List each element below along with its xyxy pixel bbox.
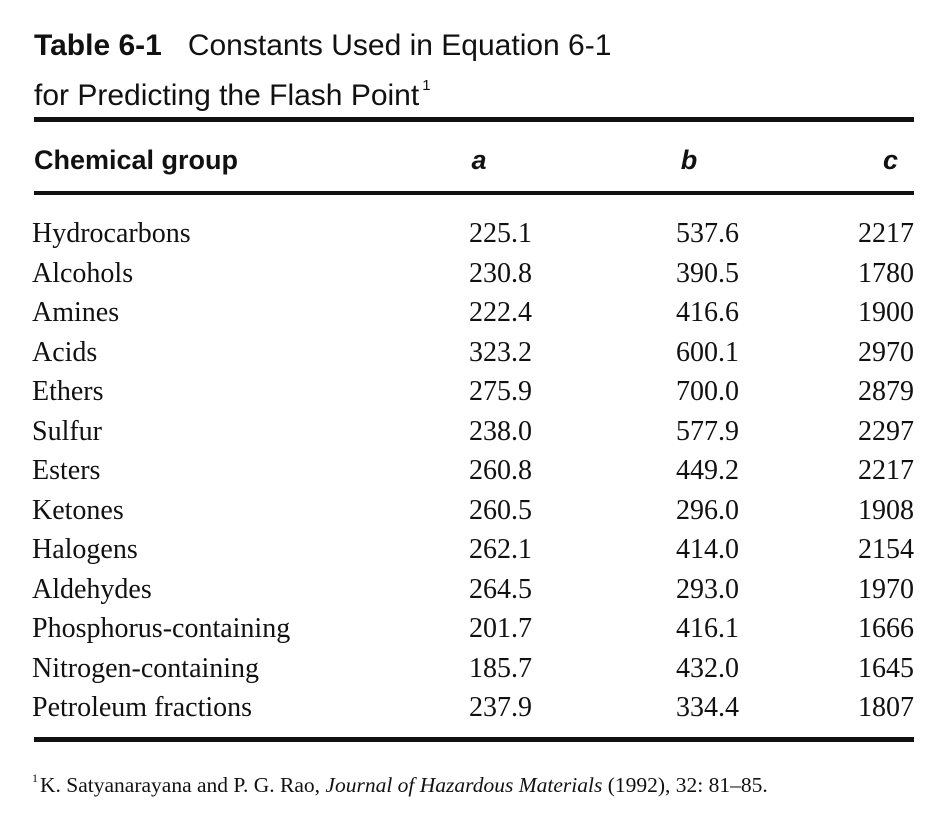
- title-text-line-1: Constants Used in Equation 6-1: [187, 29, 612, 62]
- cell-b: 416.6: [676, 297, 739, 328]
- footnote-citation: (1992), 32: 81–85.: [602, 773, 768, 797]
- column-header-c: c: [882, 145, 898, 175]
- cell-chemical-group: Nitrogen-containing: [32, 652, 260, 684]
- table-header-row: [34, 140, 914, 180]
- footnote-authors: K. Satyanarayana and P. G. Rao,: [40, 773, 326, 797]
- cell-chemical-group: Amines: [32, 297, 120, 328]
- cell-b: 600.1: [676, 336, 739, 368]
- cell-chemical-group: Sulfur: [32, 415, 102, 447]
- table-row: [32, 412, 914, 452]
- table-row: [32, 570, 914, 610]
- table-top-rule: [34, 117, 914, 122]
- cell-a: 230.8: [469, 257, 532, 289]
- table-row: [32, 451, 914, 491]
- cell-c: 1780: [858, 257, 914, 289]
- cell-a: 260.5: [469, 494, 532, 526]
- cell-chemical-group: Ethers: [32, 376, 104, 407]
- footnote: [32, 758, 922, 805]
- cell-chemical-group: Acids: [32, 336, 98, 368]
- cell-c: 1970: [858, 573, 914, 605]
- cell-chemical-group: Ketones: [32, 494, 124, 526]
- table-row: [32, 530, 914, 570]
- table-row: [32, 609, 914, 649]
- cell-a: 275.9: [469, 376, 532, 407]
- table-row: [32, 214, 914, 254]
- cell-c: 2879: [858, 376, 914, 407]
- table-row: [32, 333, 914, 373]
- cell-b: 334.4: [676, 692, 739, 723]
- cell-c: 1666: [858, 613, 914, 644]
- footnote-mark: 1: [32, 771, 38, 785]
- title-footnote-ref: 1: [422, 77, 431, 94]
- cell-a: 262.1: [469, 534, 532, 565]
- column-header-chemical-group: Chemical group: [34, 145, 239, 175]
- cell-chemical-group: Aldehydes: [32, 573, 152, 605]
- cell-b: 296.0: [676, 494, 739, 526]
- table-bottom-rule: [34, 737, 914, 742]
- cell-a: 222.4: [469, 297, 532, 328]
- cell-b: 414.0: [676, 534, 739, 565]
- title-text-line-2: for Predicting the Flash Point: [34, 79, 420, 112]
- cell-b: 449.2: [676, 455, 739, 486]
- cell-chemical-group: Esters: [32, 455, 101, 486]
- table-row: [32, 491, 914, 531]
- column-header-b: b: [680, 145, 698, 175]
- cell-a: 238.0: [469, 415, 532, 447]
- cell-b: 537.6: [676, 218, 739, 249]
- cell-b: 293.0: [676, 573, 739, 605]
- table-row: [32, 372, 914, 412]
- title-line-1: [34, 26, 914, 66]
- cell-a: 225.1: [469, 218, 532, 249]
- cell-a: 323.2: [469, 336, 532, 368]
- cell-c: 2970: [858, 336, 914, 368]
- cell-a: 264.5: [469, 573, 532, 605]
- cell-c: 1807: [858, 692, 914, 723]
- table-row: [32, 293, 914, 333]
- cell-chemical-group: Petroleum fractions: [32, 692, 253, 723]
- cell-c: 1645: [858, 652, 914, 684]
- table-number-label: Table 6-1: [34, 29, 162, 62]
- column-header-a: a: [471, 145, 487, 175]
- cell-b: 700.0: [676, 376, 739, 407]
- cell-b: 390.5: [676, 257, 739, 289]
- table-row: [32, 649, 914, 689]
- footnote-journal: Journal of Hazardous Materials: [325, 773, 603, 797]
- cell-b: 432.0: [676, 652, 739, 684]
- cell-chemical-group: Halogens: [32, 534, 138, 565]
- cell-c: 2297: [858, 415, 914, 447]
- cell-a: 260.8: [469, 455, 532, 486]
- title-line-2: [34, 66, 914, 116]
- cell-c: 2217: [858, 455, 914, 486]
- cell-b: 577.9: [676, 415, 739, 447]
- cell-c: 1900: [858, 297, 914, 328]
- cell-c: 2154: [858, 534, 914, 565]
- cell-a: 237.9: [469, 692, 532, 723]
- cell-chemical-group: Alcohols: [32, 257, 134, 289]
- cell-c: 1908: [858, 494, 914, 526]
- table-body: [32, 214, 914, 728]
- table-row: [32, 688, 914, 728]
- cell-c: 2217: [858, 218, 914, 249]
- table-header-rule: [34, 191, 914, 195]
- cell-b: 416.1: [676, 613, 739, 644]
- cell-a: 201.7: [469, 613, 532, 644]
- cell-chemical-group: Phosphorus-containing: [32, 613, 291, 644]
- cell-a: 185.7: [469, 652, 532, 684]
- table-row: [32, 254, 914, 294]
- cell-chemical-group: Hydrocarbons: [32, 218, 191, 249]
- table-title: [34, 26, 914, 116]
